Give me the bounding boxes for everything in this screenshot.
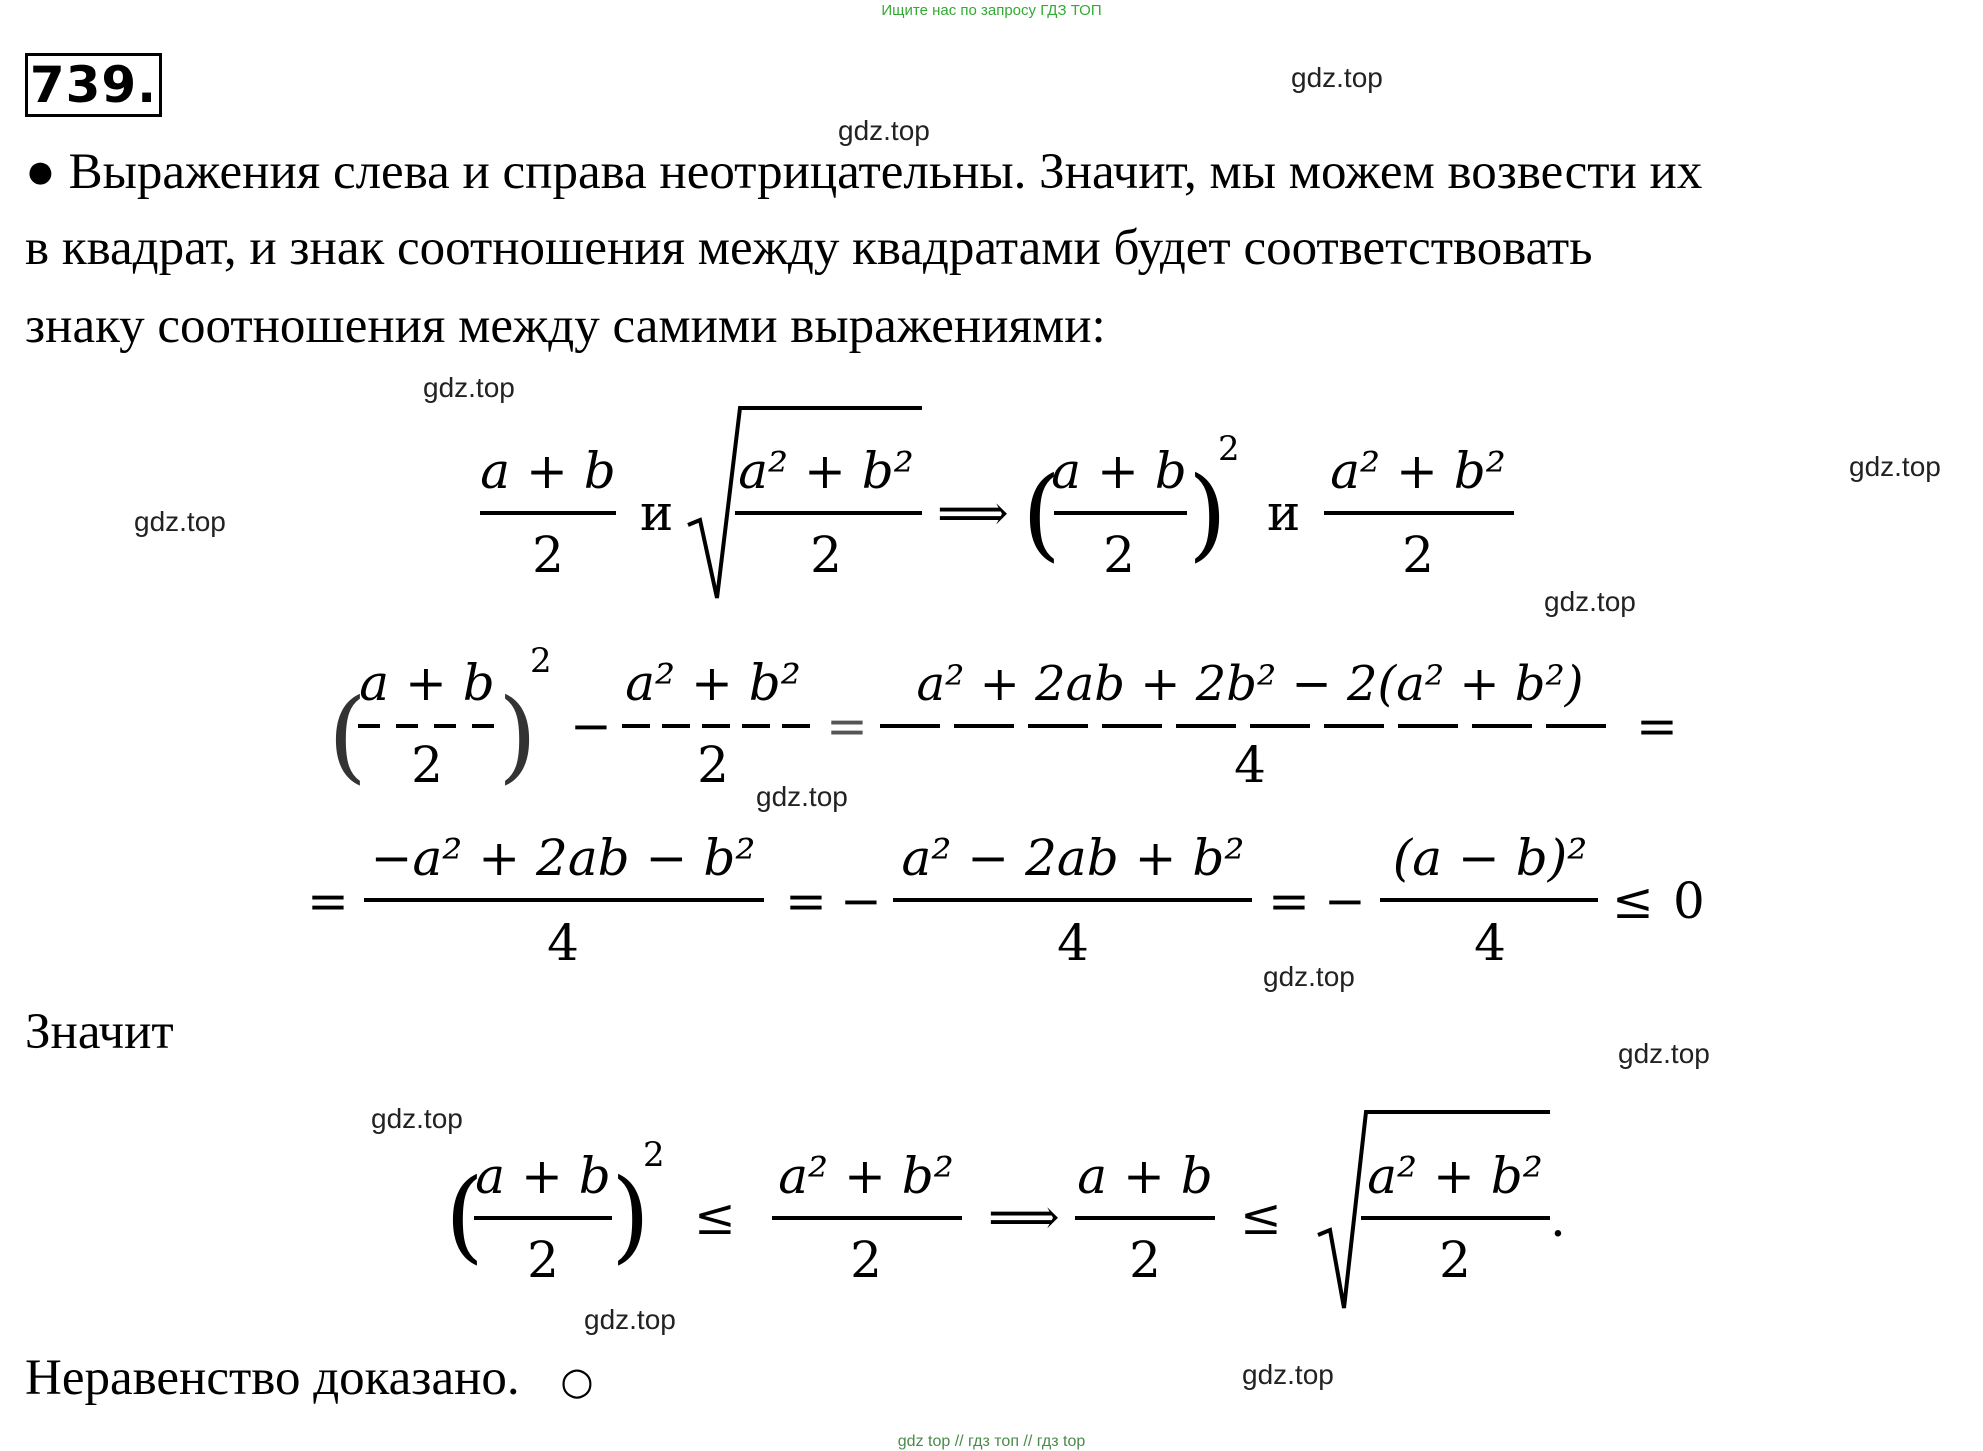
fraction-numerator: a + b bbox=[1051, 442, 1187, 500]
fraction-denominator: 2 bbox=[810, 526, 842, 584]
sqrt-sign bbox=[688, 408, 922, 598]
exponent: 2 bbox=[1218, 429, 1240, 469]
fraction-numerator: a² + b² bbox=[778, 1147, 954, 1205]
minus-sign: − bbox=[840, 872, 882, 930]
fraction-numerator: a + b bbox=[1077, 1147, 1213, 1205]
watermark: gdz.top bbox=[423, 372, 515, 403]
fraction-numerator: a + b bbox=[480, 442, 616, 500]
watermark: gdz.top bbox=[1263, 961, 1355, 992]
fraction-denominator: 2 bbox=[1129, 1231, 1161, 1289]
fraction-numerator: a + b bbox=[475, 1147, 611, 1205]
fraction-denominator: 2 bbox=[1439, 1231, 1471, 1289]
watermark: gdz.top bbox=[134, 506, 226, 537]
top-banner[interactable]: Ищите нас по запросу ГДЗ ТОП bbox=[881, 2, 1102, 19]
equals-sign: = bbox=[785, 872, 827, 930]
fraction-numerator: a² − 2ab + b² bbox=[901, 829, 1245, 887]
fraction-numerator: −a² + 2ab − b² bbox=[370, 829, 756, 887]
watermark: gdz.top bbox=[1544, 586, 1636, 617]
watermark: gdz.top bbox=[1618, 1038, 1710, 1069]
zero: 0 bbox=[1673, 872, 1705, 930]
footer-links[interactable]: gdz top // гдз топ // гдз top bbox=[897, 1433, 1086, 1450]
fraction-denominator: 4 bbox=[1057, 914, 1089, 972]
leq-sign: ≤ bbox=[1612, 872, 1654, 930]
watermark: gdz.top bbox=[1291, 62, 1383, 93]
therefore-text: Значит bbox=[25, 1004, 174, 1060]
formula-compare-pair bbox=[480, 408, 1514, 598]
problem-number: 739. bbox=[25, 53, 162, 117]
fraction-denominator: 2 bbox=[1402, 526, 1434, 584]
exponent: 2 bbox=[643, 1135, 665, 1175]
fraction-denominator: 4 bbox=[1234, 736, 1266, 794]
fraction-numerator: a² + 2ab + 2b² − 2(a² + b²) bbox=[916, 656, 1584, 712]
right-paren: ) bbox=[611, 1157, 651, 1274]
right-paren: ) bbox=[1188, 455, 1228, 572]
bullet: ● bbox=[25, 144, 56, 200]
fraction-numerator: (a − b)² bbox=[1392, 829, 1588, 887]
watermark: gdz.top bbox=[584, 1304, 676, 1335]
fraction-numerator: a² + b² bbox=[625, 654, 801, 712]
conjunction: и bbox=[640, 484, 674, 542]
fraction-numerator: a² + b² bbox=[1330, 442, 1506, 500]
fraction-denominator: 4 bbox=[547, 914, 579, 972]
minus-sign: − bbox=[1324, 872, 1366, 930]
equals-sign: = bbox=[1268, 872, 1310, 930]
fraction-denominator: 4 bbox=[1474, 914, 1506, 972]
formula-difference bbox=[328, 641, 1678, 794]
conjunction: и bbox=[1267, 484, 1301, 542]
fraction-denominator: 2 bbox=[697, 736, 729, 794]
fraction-denominator: 2 bbox=[850, 1231, 882, 1289]
watermark: gdz.top bbox=[1242, 1359, 1334, 1390]
implies-sign: ⟹ bbox=[937, 484, 1009, 542]
equals-sign: = bbox=[826, 697, 868, 755]
left-paren: ( bbox=[1022, 455, 1062, 572]
paragraph-text-1: Выражения слева и справа неотрицательны. Значит, мы можем возвести их bbox=[68, 144, 1703, 200]
equals-sign: = bbox=[307, 872, 349, 930]
leq-sign: ≤ bbox=[694, 1188, 736, 1246]
watermark: gdz.top bbox=[756, 781, 848, 812]
watermark: gdz.top bbox=[1849, 451, 1941, 482]
fraction-denominator: 2 bbox=[532, 526, 564, 584]
sqrt-sign bbox=[1318, 1112, 1550, 1308]
fraction-numerator: a + b bbox=[359, 654, 495, 712]
conclusion-line bbox=[25, 1348, 594, 1411]
period: . bbox=[1550, 1190, 1566, 1248]
implies-sign: ⟹ bbox=[988, 1188, 1060, 1246]
fraction-denominator: 2 bbox=[527, 1231, 559, 1289]
formula-simplify bbox=[307, 829, 1705, 972]
right-paren: ) bbox=[498, 677, 538, 794]
minus-sign: − bbox=[570, 697, 612, 755]
fraction-denominator: 2 bbox=[411, 736, 443, 794]
fraction-numerator: a² + b² bbox=[1367, 1147, 1543, 1205]
paragraph-line-3: знаку соотношения между самими выражениями: bbox=[25, 298, 1106, 354]
left-paren: ( bbox=[445, 1157, 485, 1274]
formula-conclusion bbox=[445, 1112, 1566, 1308]
fraction-numerator: a² + b² bbox=[738, 442, 914, 500]
conclusion-text: Неравенство доказано. bbox=[25, 1350, 520, 1406]
watermark: gdz.top bbox=[838, 115, 930, 146]
end-mark-icon: ○ bbox=[560, 1359, 594, 1403]
watermark: gdz.top bbox=[371, 1103, 463, 1134]
equals-sign: = bbox=[1636, 697, 1678, 755]
paragraph-line-2: в квадрат, и знак соотношения между квадратами будет соответствовать bbox=[25, 220, 1593, 276]
exponent: 2 bbox=[530, 641, 552, 681]
leq-sign: ≤ bbox=[1240, 1188, 1282, 1246]
fraction-denominator: 2 bbox=[1103, 526, 1135, 584]
left-paren: ( bbox=[328, 677, 368, 794]
